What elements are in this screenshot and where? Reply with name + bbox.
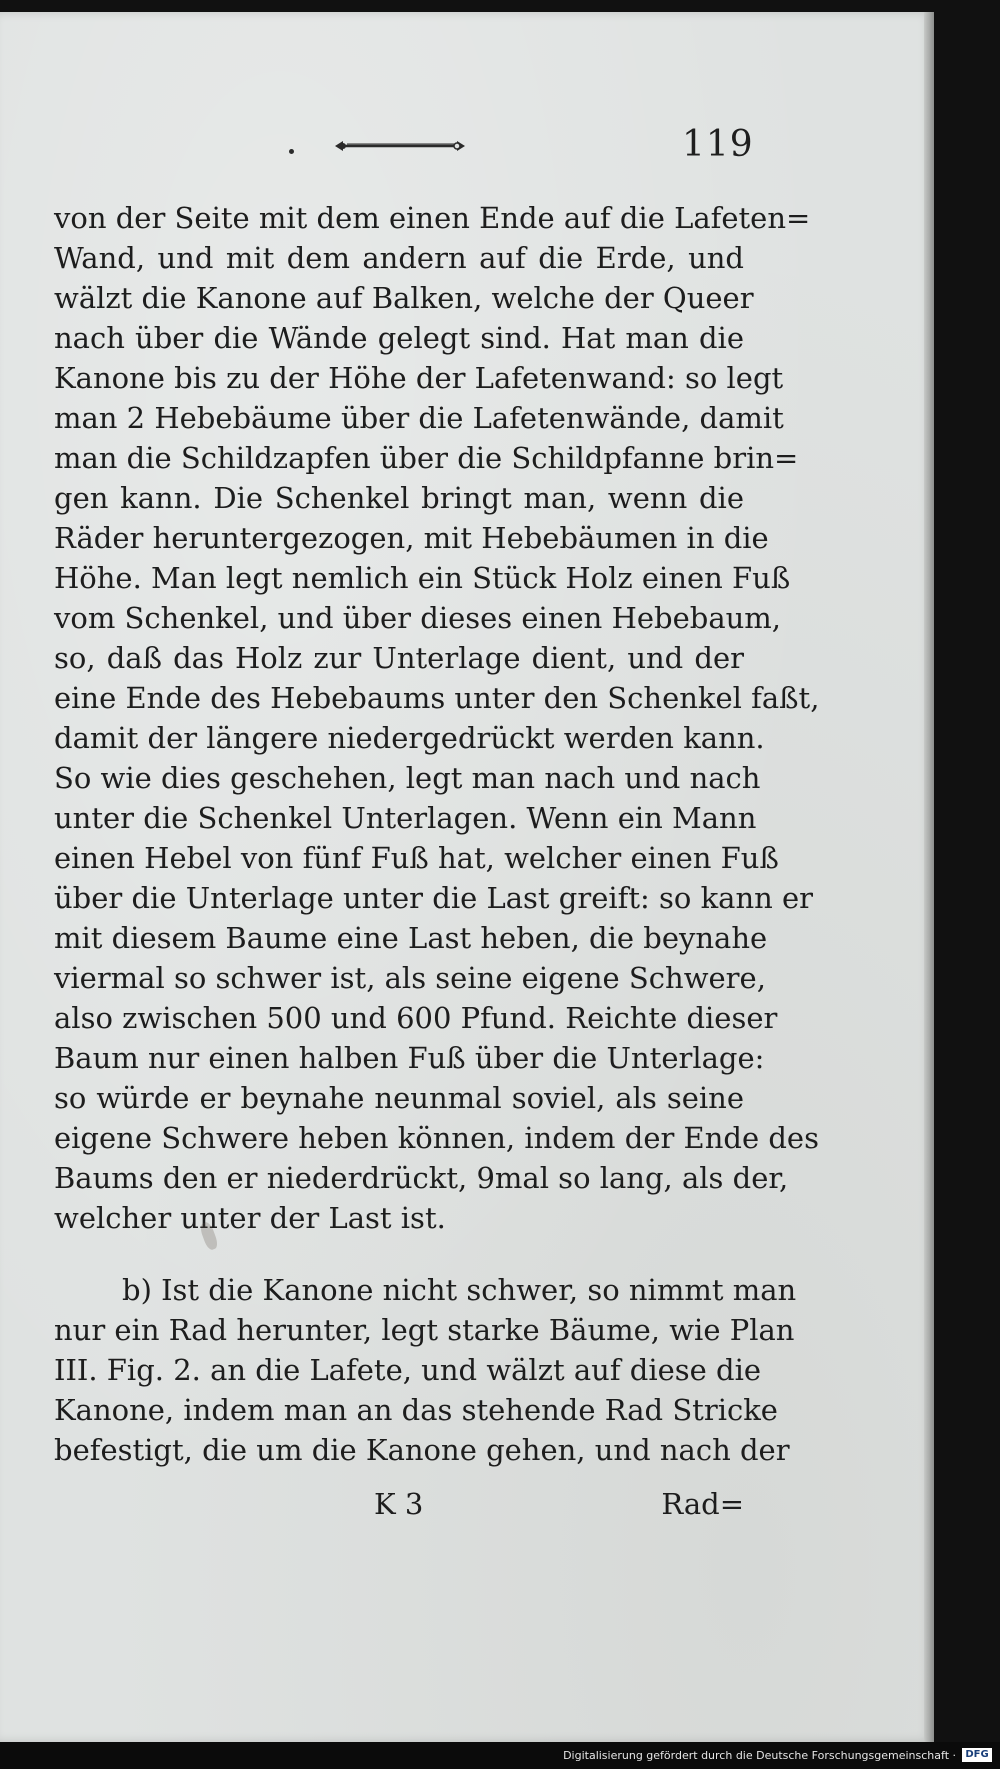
text-line: eigene Schwere heben können, indem der Ende des (54, 1121, 819, 1155)
text-line: mit diesem Baume eine Last heben, die beynahe (54, 921, 768, 955)
text-line: man die Schildzapfen über die Schildpfanne brin= (54, 441, 799, 475)
paragraph-gap (54, 1238, 744, 1270)
text-line: welcher unter der Last ist. (54, 1201, 446, 1235)
text-line: Baum nur einen halben Fuß über die Unterlage: (54, 1041, 765, 1075)
dfg-logo: DFG (962, 1748, 992, 1762)
text-line: einen Hebel von fünf Fuß hat, welcher einen Fuß (54, 841, 779, 875)
header-dot (289, 149, 294, 154)
paragraph-2 (54, 1270, 797, 1470)
text-line: so würde er beynahe neunmal soviel, als seine (54, 1081, 744, 1115)
text-line: wälzt die Kanone auf Balken, welche der Queer (54, 281, 754, 315)
text-line: nur ein Rad herunter, legt starke Bäume, wie Plan (54, 1313, 795, 1347)
text-line: viermal so schwer ist, als seine eigene Schwere, (54, 961, 766, 995)
text-line: eine Ende des Hebebaums unter den Schenkel faßt, (54, 681, 820, 715)
body-text (54, 198, 820, 1470)
text-line: über die Unterlage unter die Last greift: so kann er (54, 881, 814, 915)
text-line: also zwischen 500 und 600 Pfund. Reichte dieser (54, 1001, 778, 1035)
header-ornament-rule (335, 140, 465, 152)
text-line: man 2 Hebebäume über die Lafetenwände, damit (54, 401, 784, 435)
catchword: Rad= (661, 1487, 744, 1521)
text-line: befestigt, die um die Kanone gehen, und nach der (54, 1433, 790, 1467)
text-line: damit der längere niedergedrückt werden kann. (54, 721, 765, 755)
page-number: 119 (682, 124, 754, 165)
text-line: gen kann. Die Schenkel bringt man, wenn die (54, 481, 744, 515)
printer-signature: K 3 (374, 1487, 424, 1521)
text-line: b) Ist die Kanone nicht schwer, so nimmt man (122, 1273, 797, 1307)
text-line: Kanone bis zu der Höhe der Lafetenwand: so legt (54, 361, 784, 395)
text-line: nach über die Wände gelegt sind. Hat man die (54, 321, 744, 355)
text-line: unter die Schenkel Unterlagen. Wenn ein Mann (54, 801, 757, 835)
text-line: vom Schenkel, und über dieses einen Hebebaum, (54, 601, 781, 635)
text-line: Höhe. Man legt nemlich ein Stück Holz einen Fuß (54, 561, 791, 595)
text-line: III. Fig. 2. an die Lafete, und wälzt auf diese die (54, 1353, 762, 1387)
text-line: Kanone, indem man an das stehende Rad Stricke (54, 1393, 778, 1427)
text-line: so, daß das Holz zur Unterlage dient, und der (54, 641, 744, 675)
paragraph-1 (54, 198, 820, 1238)
text-line: Baums den er niederdrückt, 9mal so lang, als der, (54, 1161, 789, 1195)
text-line: So wie dies geschehen, legt man nach und nach (54, 761, 761, 795)
book-page (0, 12, 934, 1742)
text-line: Räder heruntergezogen, mit Hebebäumen in die (54, 521, 769, 555)
signature-line (54, 1487, 744, 1527)
page-edge (924, 12, 934, 1742)
text-line: von der Seite mit dem einen Ende auf die Lafeten= (54, 201, 811, 235)
text-line: Wand, und mit dem andern auf die Erde, und (54, 241, 744, 275)
digitization-credit: Digitalisierung gefördert durch die Deutsche Forschungsgemeinschaft · (563, 1749, 956, 1762)
